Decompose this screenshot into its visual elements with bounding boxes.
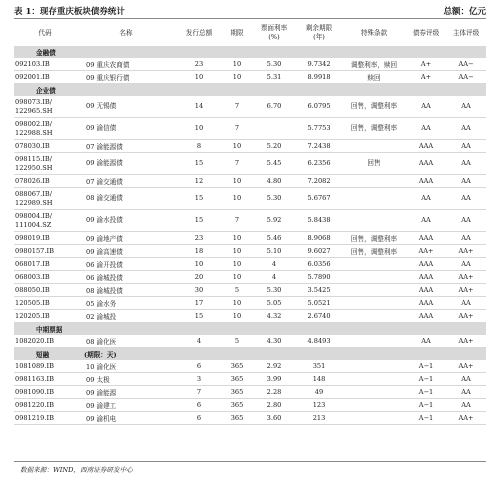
- special-terms-cell: [342, 175, 406, 188]
- remaining-term-cell: 6.0356: [296, 258, 342, 271]
- table-row: [14, 297, 486, 310]
- bond-rating-cell: AAA: [406, 232, 446, 245]
- issuer-rating-cell: AA: [446, 118, 486, 140]
- bond-rating-cell: AAA: [406, 140, 446, 153]
- table-row: [14, 245, 486, 258]
- coupon-rate-cell: 2.92: [252, 360, 296, 373]
- bond-rating-cell: AA+: [406, 245, 446, 258]
- bond-rating-cell: A−1: [406, 399, 446, 412]
- bond-code-cell: 1082020.IB: [14, 335, 76, 348]
- term-cell: 7: [222, 210, 252, 232]
- table-row: [14, 258, 486, 271]
- group-row: [14, 348, 486, 361]
- bond-rating-cell: AAA: [406, 297, 446, 310]
- remaining-term-cell: 351: [296, 360, 342, 373]
- special-terms-cell: [342, 297, 406, 310]
- group-row: [14, 84, 486, 97]
- remaining-term-cell: 5.7753: [296, 118, 342, 140]
- bond-name-cell: 07 渝能源债: [76, 140, 176, 153]
- table-row: [14, 58, 486, 71]
- bond-code-cell: 068017.IB: [14, 258, 76, 271]
- term-cell: 10: [222, 245, 252, 258]
- col-header: 代码: [14, 20, 76, 46]
- coupon-rate-cell: 2.80: [252, 399, 296, 412]
- bond-name-cell: 09 渝能源债: [76, 153, 176, 175]
- remaining-term-cell: 5.7890: [296, 271, 342, 284]
- table-row: [14, 96, 486, 118]
- special-terms-cell: [342, 271, 406, 284]
- term-cell: 10: [222, 71, 252, 84]
- bond-rating-cell: AA: [406, 96, 446, 118]
- col-header: 剩余期限 (年): [296, 20, 342, 46]
- issue-amount-cell: 15: [176, 153, 222, 175]
- bond-rating-cell: A−1: [406, 386, 446, 399]
- col-header: 特殊条款: [342, 20, 406, 46]
- coupon-rate-cell: 5.05: [252, 297, 296, 310]
- issuer-rating-cell: AA: [446, 258, 486, 271]
- term-cell: 7: [222, 118, 252, 140]
- issue-amount-cell: 23: [176, 58, 222, 71]
- bottom-divider: [14, 461, 486, 462]
- bond-code-cell: 098004.IB/ 111004.SZ: [14, 210, 76, 232]
- bond-rating-cell: A+: [406, 71, 446, 84]
- term-cell: 10: [222, 140, 252, 153]
- remaining-term-cell: 9.6027: [296, 245, 342, 258]
- issue-amount-cell: 17: [176, 297, 222, 310]
- term-cell: 10: [222, 297, 252, 310]
- special-terms-cell: [342, 335, 406, 348]
- special-terms-cell: [342, 140, 406, 153]
- group-label: 中期票据: [14, 323, 486, 336]
- table-body: [14, 46, 486, 425]
- term-cell: 5: [222, 284, 252, 297]
- issuer-rating-cell: AA+: [446, 335, 486, 348]
- issuer-rating-cell: AA: [446, 153, 486, 175]
- bond-name-cell: 09 渝能源: [76, 386, 176, 399]
- table-row: [14, 188, 486, 210]
- special-terms-cell: 赎回: [342, 71, 406, 84]
- bond-name-cell: 09 渝建工: [76, 399, 176, 412]
- issuer-rating-cell: AA: [446, 175, 486, 188]
- bond-code-cell: 092001.IB: [14, 71, 76, 84]
- issue-amount-cell: 23: [176, 232, 222, 245]
- bond-name-cell: 09 太极: [76, 373, 176, 386]
- issue-amount-cell: 15: [176, 210, 222, 232]
- bond-rating-cell: AA: [406, 188, 446, 210]
- issuer-rating-cell: AA: [446, 399, 486, 412]
- bond-code-cell: 078030.IB: [14, 140, 76, 153]
- remaining-term-cell: 2.6740: [296, 310, 342, 323]
- coupon-rate-cell: 4: [252, 271, 296, 284]
- coupon-rate-cell: [252, 118, 296, 140]
- remaining-term-cell: 123: [296, 399, 342, 412]
- group-sublabel: (期限：天): [76, 348, 486, 361]
- bond-code-cell: 098115.IB/ 122950.SH: [14, 153, 76, 175]
- special-terms-cell: [342, 310, 406, 323]
- bond-rating-cell: AA: [406, 210, 446, 232]
- issuer-rating-cell: AA: [446, 140, 486, 153]
- group-label: 企业债: [14, 84, 486, 97]
- remaining-term-cell: 4.8493: [296, 335, 342, 348]
- group-label: 短融: [14, 348, 76, 361]
- bond-code-cell: 098002.IB/ 122988.SH: [14, 118, 76, 140]
- bond-code-cell: 120505.IB: [14, 297, 76, 310]
- special-terms-cell: 回售，调整利率: [342, 118, 406, 140]
- coupon-rate-cell: 4: [252, 258, 296, 271]
- issue-amount-cell: 12: [176, 175, 222, 188]
- title-divider: [14, 18, 486, 19]
- term-cell: 5: [222, 335, 252, 348]
- issuer-rating-cell: AA+: [446, 360, 486, 373]
- special-terms-cell: [342, 210, 406, 232]
- coupon-rate-cell: 3.99: [252, 373, 296, 386]
- col-header: 债券评级: [406, 20, 446, 46]
- issue-amount-cell: 10: [176, 118, 222, 140]
- bond-name-cell: 09 重庆农商债: [76, 58, 176, 71]
- bond-name-cell: 09 无锡债: [76, 96, 176, 118]
- term-cell: 10: [222, 188, 252, 210]
- bond-code-cell: 0981219.IB: [14, 412, 76, 425]
- term-cell: 10: [222, 175, 252, 188]
- bond-code-cell: 088067.IB/ 122989.SH: [14, 188, 76, 210]
- remaining-term-cell: 148: [296, 373, 342, 386]
- bond-code-cell: 120205.IB: [14, 310, 76, 323]
- bond-name-cell: 06 渝开投债: [76, 258, 176, 271]
- remaining-term-cell: 9.7342: [296, 58, 342, 71]
- col-header: 发行总额: [176, 20, 222, 46]
- remaining-term-cell: 8.9068: [296, 232, 342, 245]
- coupon-rate-cell: 5.92: [252, 210, 296, 232]
- bond-table: [14, 20, 486, 425]
- bond-name-cell: 09 渝信债: [76, 118, 176, 140]
- bond-rating-cell: AAA: [406, 153, 446, 175]
- issuer-rating-cell: AA: [446, 386, 486, 399]
- special-terms-cell: [342, 284, 406, 297]
- term-cell: 10: [222, 58, 252, 71]
- issue-amount-cell: 30: [176, 284, 222, 297]
- special-terms-cell: 回售: [342, 153, 406, 175]
- coupon-rate-cell: 3.60: [252, 412, 296, 425]
- bond-name-cell: 08 渝化医: [76, 335, 176, 348]
- bond-code-cell: 068003.IB: [14, 271, 76, 284]
- col-header: 主体评级: [446, 20, 486, 46]
- special-terms-cell: [342, 188, 406, 210]
- issue-amount-cell: 3: [176, 373, 222, 386]
- table-row: [14, 399, 486, 412]
- issuer-rating-cell: AA−: [446, 71, 486, 84]
- remaining-term-cell: 5.6767: [296, 188, 342, 210]
- bond-name-cell: 07 渝交通债: [76, 175, 176, 188]
- table-row: [14, 360, 486, 373]
- issue-amount-cell: 7: [176, 386, 222, 399]
- coupon-rate-cell: 5.10: [252, 245, 296, 258]
- remaining-term-cell: 5.8438: [296, 210, 342, 232]
- bond-name-cell: 09 渝高速债: [76, 245, 176, 258]
- bond-code-cell: 088050.IB: [14, 284, 76, 297]
- term-cell: 10: [222, 271, 252, 284]
- table-row: [14, 175, 486, 188]
- issue-amount-cell: 14: [176, 96, 222, 118]
- table-row: [14, 118, 486, 140]
- table-row: [14, 210, 486, 232]
- special-terms-cell: [342, 399, 406, 412]
- issuer-rating-cell: AA+: [446, 245, 486, 258]
- coupon-rate-cell: 5.20: [252, 140, 296, 153]
- bond-name-cell: 09 渝地产债: [76, 232, 176, 245]
- table-row: [14, 153, 486, 175]
- bond-name-cell: 09 重庆银行债: [76, 71, 176, 84]
- special-terms-cell: 调整利率，赎回: [342, 58, 406, 71]
- special-terms-cell: [342, 360, 406, 373]
- bond-code-cell: 0980157.IB: [14, 245, 76, 258]
- special-terms-cell: 回售，调整利率: [342, 232, 406, 245]
- issuer-rating-cell: AA: [446, 232, 486, 245]
- bond-rating-cell: AA: [406, 118, 446, 140]
- bond-name-cell: 09 渝水投债: [76, 210, 176, 232]
- group-label: 金融债: [14, 46, 486, 58]
- coupon-rate-cell: 5.45: [252, 153, 296, 175]
- term-cell: 10: [222, 232, 252, 245]
- bond-name-cell: 10 渝化医: [76, 360, 176, 373]
- table-row: [14, 284, 486, 297]
- table-title: 表 1：现存重庆板块债券统计: [14, 7, 125, 17]
- term-cell: 365: [222, 399, 252, 412]
- bond-name-cell: 06 渝城投债: [76, 271, 176, 284]
- coupon-rate-cell: 4.32: [252, 310, 296, 323]
- bond-code-cell: 0981163.IB: [14, 373, 76, 386]
- issuer-rating-cell: AA: [446, 210, 486, 232]
- issue-amount-cell: 18: [176, 245, 222, 258]
- term-cell: 7: [222, 96, 252, 118]
- special-terms-cell: 回售，调整利率: [342, 96, 406, 118]
- term-cell: 365: [222, 386, 252, 399]
- col-header: 票面利率 (%): [252, 20, 296, 46]
- remaining-term-cell: 3.5425: [296, 284, 342, 297]
- table-row: [14, 140, 486, 153]
- special-terms-cell: [342, 386, 406, 399]
- group-row: [14, 46, 486, 58]
- issuer-rating-cell: AA+: [446, 412, 486, 425]
- bond-rating-cell: A−1: [406, 373, 446, 386]
- bond-name-cell: 08 渝交通债: [76, 188, 176, 210]
- term-cell: 7: [222, 153, 252, 175]
- issuer-rating-cell: AA: [446, 297, 486, 310]
- coupon-rate-cell: 5.30: [252, 188, 296, 210]
- bond-rating-cell: AAA: [406, 284, 446, 297]
- issue-amount-cell: 8: [176, 140, 222, 153]
- bond-code-cell: 0981090.IB: [14, 386, 76, 399]
- table-row: [14, 335, 486, 348]
- col-header: 名称: [76, 20, 176, 46]
- bond-code-cell: 078026.IB: [14, 175, 76, 188]
- coupon-rate-cell: 2.28: [252, 386, 296, 399]
- bond-name-cell: 08 渝城投债: [76, 284, 176, 297]
- remaining-term-cell: 49: [296, 386, 342, 399]
- issuer-rating-cell: AA: [446, 373, 486, 386]
- bond-name-cell: 09 渝机电: [76, 412, 176, 425]
- remaining-term-cell: 5.0521: [296, 297, 342, 310]
- remaining-term-cell: 213: [296, 412, 342, 425]
- bond-code-cell: 0981220.IB: [14, 399, 76, 412]
- issuer-rating-cell: AA+: [446, 271, 486, 284]
- bond-rating-cell: AAA: [406, 271, 446, 284]
- unit-label: 总额：亿元: [443, 7, 486, 17]
- bond-code-cell: 1081089.IB: [14, 360, 76, 373]
- table-row: [14, 412, 486, 425]
- term-cell: 365: [222, 412, 252, 425]
- bond-name-cell: 05 渝水务: [76, 297, 176, 310]
- bond-rating-cell: A−1: [406, 360, 446, 373]
- bond-rating-cell: AAA: [406, 258, 446, 271]
- term-cell: 365: [222, 360, 252, 373]
- coupon-rate-cell: 6.70: [252, 96, 296, 118]
- bond-rating-cell: AAA: [406, 175, 446, 188]
- issuer-rating-cell: AA+: [446, 284, 486, 297]
- special-terms-cell: 回售，调整利率: [342, 245, 406, 258]
- remaining-term-cell: 6.0795: [296, 96, 342, 118]
- remaining-term-cell: 6.2356: [296, 153, 342, 175]
- issue-amount-cell: 10: [176, 258, 222, 271]
- issue-amount-cell: 6: [176, 360, 222, 373]
- coupon-rate-cell: 5.30: [252, 284, 296, 297]
- issue-amount-cell: 10: [176, 71, 222, 84]
- term-cell: 10: [222, 310, 252, 323]
- table-row: [14, 386, 486, 399]
- issuer-rating-cell: AA+: [446, 310, 486, 323]
- source-note: 数据来源：WIND，西南证券研发中心: [20, 466, 133, 474]
- col-header: 期限: [222, 20, 252, 46]
- term-cell: 10: [222, 258, 252, 271]
- table-title-bar: [14, 4, 486, 18]
- bond-rating-cell: AAA: [406, 310, 446, 323]
- bond-rating-cell: A+: [406, 58, 446, 71]
- issue-amount-cell: 4: [176, 335, 222, 348]
- coupon-rate-cell: 4.80: [252, 175, 296, 188]
- table-header-row: [14, 20, 486, 46]
- issuer-rating-cell: AA−: [446, 58, 486, 71]
- table-row: [14, 373, 486, 386]
- special-terms-cell: [342, 258, 406, 271]
- table-row: [14, 71, 486, 84]
- bond-rating-cell: A−1: [406, 412, 446, 425]
- coupon-rate-cell: 5.31: [252, 71, 296, 84]
- coupon-rate-cell: 5.30: [252, 58, 296, 71]
- issuer-rating-cell: AA: [446, 96, 486, 118]
- bond-rating-cell: AA: [406, 335, 446, 348]
- coupon-rate-cell: 5.46: [252, 232, 296, 245]
- issue-amount-cell: 6: [176, 399, 222, 412]
- table-row: [14, 232, 486, 245]
- group-row: [14, 323, 486, 336]
- issue-amount-cell: 15: [176, 188, 222, 210]
- table-row: [14, 271, 486, 284]
- issue-amount-cell: 15: [176, 310, 222, 323]
- bond-name-cell: 02 渝城投: [76, 310, 176, 323]
- remaining-term-cell: 7.2082: [296, 175, 342, 188]
- table-row: [14, 310, 486, 323]
- bond-code-cell: 092103.IB: [14, 58, 76, 71]
- special-terms-cell: [342, 373, 406, 386]
- issue-amount-cell: 20: [176, 271, 222, 284]
- remaining-term-cell: 8.9918: [296, 71, 342, 84]
- coupon-rate-cell: 4.30: [252, 335, 296, 348]
- issuer-rating-cell: AA: [446, 188, 486, 210]
- issue-amount-cell: 6: [176, 412, 222, 425]
- remaining-term-cell: 7.2438: [296, 140, 342, 153]
- bond-code-cell: 098073.IB/ 122965.SH: [14, 96, 76, 118]
- special-terms-cell: [342, 412, 406, 425]
- term-cell: 365: [222, 373, 252, 386]
- bond-code-cell: 098019.IB: [14, 232, 76, 245]
